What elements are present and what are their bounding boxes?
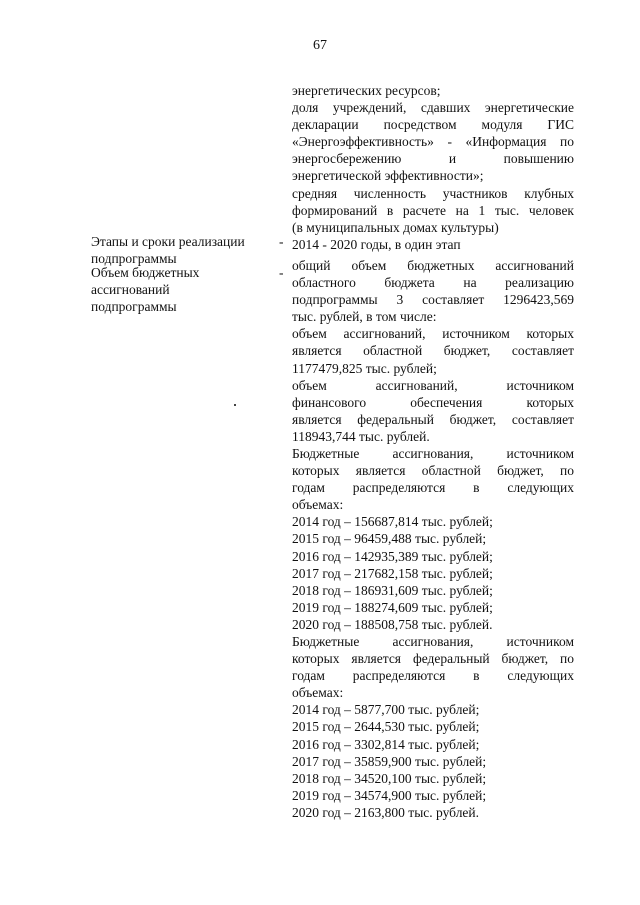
- text-line: Бюджетные ассигнования, источником: [292, 634, 574, 649]
- text-line: Бюджетные ассигнования, источником: [292, 445, 574, 461]
- text-line: областного бюджета на реализацию: [292, 275, 574, 291]
- indicators-block: [292, 82, 574, 236]
- text-line: которых является федеральный бюджет, по: [292, 651, 574, 667]
- text-line: 118943,744 тыс. рублей.: [292, 428, 430, 444]
- text-line: средняя численность участников клубных: [292, 185, 574, 201]
- federal-allocation-block: [292, 633, 574, 821]
- stages-label-line: подпрограммы: [91, 251, 177, 266]
- text-line: общий объем бюджетных ассигнований: [292, 257, 574, 273]
- year-amount-line: 2019 год – 34574,900 тыс. рублей;: [292, 787, 487, 803]
- text-line: является областной бюджет, составляет: [292, 343, 574, 359]
- year-amount-line: 2014 год – 5877,700 тыс. рублей;: [292, 702, 480, 718]
- text-line: (в муниципальных домах культуры): [292, 219, 499, 235]
- text-line: декларации посредством модуля ГИС: [292, 117, 574, 133]
- text-line: 1177479,825 тыс. рублей;: [292, 360, 437, 376]
- text-line: объемах:: [292, 497, 344, 513]
- text-line: подпрограммы 3 составляет 1296423,569: [292, 292, 574, 308]
- text-line: энергетических ресурсов;: [292, 83, 441, 98]
- year-amount-line: 2015 год – 96459,488 тыс. рублей;: [292, 531, 487, 547]
- stray-mark: [234, 404, 236, 406]
- text-line: годам распределяются в следующих: [292, 480, 574, 496]
- stages-dash: -: [279, 234, 284, 249]
- budget-label: [91, 264, 271, 315]
- stages-label-line: Этапы и сроки реализации: [91, 234, 245, 249]
- budget-label-line: Объем бюджетных: [91, 265, 200, 280]
- budget-total-block: [292, 257, 574, 445]
- text-line: которых является областной бюджет, по: [292, 463, 574, 479]
- text-line: является федеральный бюджет, составляет: [292, 411, 574, 427]
- year-amount-line: 2017 год – 217682,158 тыс. рублей;: [292, 565, 493, 581]
- stages-label: [91, 233, 271, 267]
- year-amount-line: 2018 год – 34520,100 тыс. рублей;: [292, 770, 487, 786]
- right-column: [292, 82, 574, 821]
- text-line: объемах:: [292, 685, 344, 701]
- text-line: годам распределяются в следующих: [292, 668, 574, 684]
- text-line: формирований в расчете на 1 тыс. человек: [292, 202, 574, 218]
- year-amount-line: 2015 год – 2644,530 тыс. рублей;: [292, 719, 480, 735]
- year-amount-line: 2016 год – 142935,389 тыс. рублей;: [292, 548, 493, 564]
- budget-label-line: ассигнований: [91, 282, 170, 297]
- text-line: тыс. рублей, в том числе:: [292, 309, 437, 325]
- text-line: финансового обеспечения которых: [292, 394, 574, 410]
- year-amount-line: 2019 год – 188274,609 тыс. рублей;: [292, 599, 493, 615]
- text-line: доля учреждений, сдавших энергетические: [292, 100, 574, 116]
- page-number: 67: [313, 38, 327, 53]
- stages-value: 2014 - 2020 годы, в один этап: [292, 236, 461, 252]
- text-line: объем ассигнований, источником которых: [292, 326, 574, 342]
- budget-dash: -: [279, 265, 284, 280]
- text-line: «Энергоэффективность» - «Информация по: [292, 134, 574, 150]
- year-amount-line: 2014 год – 156687,814 тыс. рублей;: [292, 514, 493, 530]
- year-amount-line: 2020 год – 2163,800 тыс. рублей.: [292, 804, 480, 820]
- year-amount-line: 2020 год – 188508,758 тыс. рублей.: [292, 616, 493, 632]
- year-amount-line: 2018 год – 186931,609 тыс. рублей;: [292, 582, 493, 598]
- year-amount-line: 2016 год – 3302,814 тыс. рублей;: [292, 736, 480, 752]
- year-amount-line: 2017 год – 35859,900 тыс. рублей;: [292, 753, 487, 769]
- text-line: энергосбережению и повышению: [292, 151, 574, 167]
- text-line: объем ассигнований, источником: [292, 377, 574, 393]
- budget-label-line: подпрограммы: [91, 299, 177, 314]
- text-line: энергетической эффективности»;: [292, 168, 484, 184]
- regional-allocation-block: [292, 445, 574, 633]
